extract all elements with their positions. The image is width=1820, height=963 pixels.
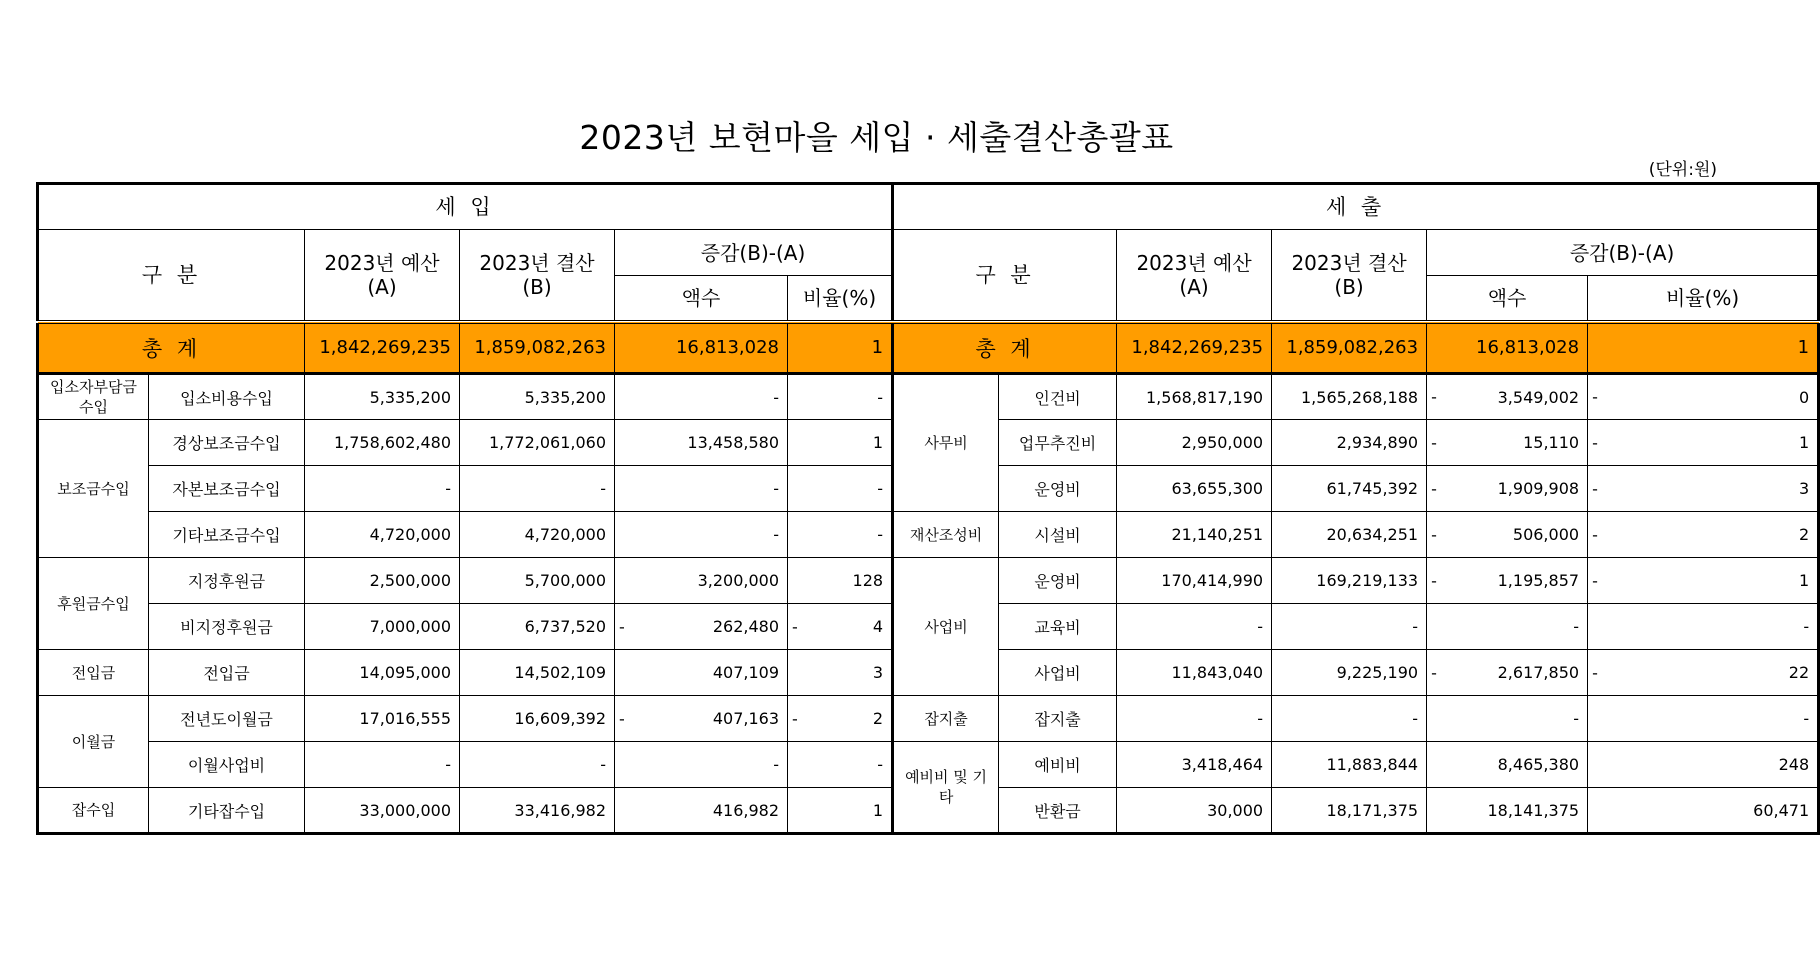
income-settlement-cell: 16,609,392 [460,696,615,742]
income-budget-cell: 17,016,555 [305,696,460,742]
income-item-label: 기타보조금수입 [149,512,305,558]
expense-amount-cell [1427,466,1588,512]
negative-sign: - [1431,479,1437,498]
cell-value: 1 [1798,571,1810,590]
income-ratio-cell: 1 [788,788,893,834]
income-amount-header: 액수 [615,276,788,322]
expense-settlement-cell: 20,634,251 [1272,512,1427,558]
negative-sign: - [1431,525,1437,544]
income-ratio-header: 비율(%) [788,276,893,322]
cell-value: 262,480 [712,617,779,636]
expense-total-settlement: 1,859,082,263 [1272,322,1427,374]
negative-sign: - [792,617,798,636]
income-total-amount: 16,813,028 [615,322,788,374]
expense-amount-cell: 18,141,375 [1427,788,1588,834]
expense-amount-cell: 8,465,380 [1427,742,1588,788]
income-settlement-cell: 1,772,061,060 [460,420,615,466]
expense-budget-cell: - [1117,696,1272,742]
income-amount-cell: 416,982 [615,788,788,834]
expense-category-header: 구 분 [893,230,1117,322]
cell-value: 2 [872,709,884,728]
total-row [38,322,1819,374]
income-settlement-cell: 14,502,109 [460,650,615,696]
expense-settlement-cell: 61,745,392 [1272,466,1427,512]
cell-value: 2,617,850 [1497,663,1580,682]
expense-group-label: 잡지출 [893,696,999,742]
negative-sign: - [1592,387,1598,407]
negative-sign: - [1431,663,1437,682]
expense-item-label: 시설비 [999,512,1117,558]
expense-settlement-cell: - [1272,604,1427,650]
income-group-label: 이월금 [38,696,149,788]
income-ratio-cell: 1 [788,420,893,466]
negative-sign: - [792,709,798,728]
income-budget-cell: 14,095,000 [305,650,460,696]
income-item-label: 자본보조금수입 [149,466,305,512]
expense-group-label: 사무비 [893,374,999,512]
expense-amount-cell [1427,512,1588,558]
expense-item-label: 반환금 [999,788,1117,834]
expense-total-amount: 16,813,028 [1427,322,1588,374]
expense-group-label: 사업비 [893,558,999,696]
income-settlement-header: 2023년 결산 (B) [460,230,615,322]
negative-sign: - [1431,433,1437,452]
income-group-label: 전입금 [38,650,149,696]
income-item-label: 경상보조금수입 [149,420,305,466]
negative-sign: - [1592,479,1598,498]
income-ratio-cell: - [788,512,893,558]
expense-item-label: 운영비 [999,558,1117,604]
expense-settlement-header: 2023년 결산 (B) [1272,230,1427,322]
table-row [38,742,1819,788]
cell-value: 22 [1788,663,1810,682]
expense-amount-cell: - [1427,604,1588,650]
income-item-label: 이월사업비 [149,742,305,788]
income-ratio-cell [788,696,893,742]
negative-sign: - [1592,433,1598,452]
income-group-label: 보조금수입 [38,420,149,558]
expense-settlement-cell: 169,219,133 [1272,558,1427,604]
expense-total-ratio: 1 [1588,322,1819,374]
expense-total-label: 총 계 [893,322,1117,374]
income-item-label: 지정후원금 [149,558,305,604]
expense-ratio-cell [1588,512,1819,558]
expense-settlement-cell: - [1272,696,1427,742]
unit-label: (단위:원) [1648,160,1717,180]
table-row [38,512,1819,558]
table-row [38,374,1819,420]
page-title: 2023년 보현마을 세입 · 세출결산총괄표 [579,118,1174,157]
expense-amount-cell: - [1427,696,1588,742]
income-settlement-cell: - [460,742,615,788]
income-budget-cell: 33,000,000 [305,788,460,834]
income-item-label: 전년도이월금 [149,696,305,742]
income-amount-cell: 3,200,000 [615,558,788,604]
expense-budget-cell: - [1117,604,1272,650]
income-group-label: 후원금수입 [38,558,149,650]
income-amount-cell: - [615,512,788,558]
expense-ratio-cell: - [1588,604,1819,650]
cell-value: 407,163 [712,709,779,728]
income-category-header: 구 분 [38,230,305,322]
expense-diff-header: 증감(B)-(A) [1427,230,1819,276]
expense-budget-cell: 63,655,300 [1117,466,1272,512]
income-settlement-cell: 4,720,000 [460,512,615,558]
expense-ratio-cell: 248 [1588,742,1819,788]
income-budget-cell: 1,758,602,480 [305,420,460,466]
expense-ratio-cell [1588,374,1819,420]
expense-ratio-cell [1588,420,1819,466]
income-settlement-cell: 5,335,200 [460,374,615,420]
income-budget-cell: - [305,742,460,788]
income-diff-header: 증감(B)-(A) [615,230,893,276]
income-group-label: 잡수입 [38,788,149,834]
expense-item-label: 운영비 [999,466,1117,512]
income-amount-cell: 13,458,580 [615,420,788,466]
expense-amount-cell [1427,374,1588,420]
income-budget-cell: 7,000,000 [305,604,460,650]
income-total-label: 총 계 [38,322,305,374]
expense-group-label: 예비비 및 기타 [893,742,999,834]
expense-budget-cell: 1,568,817,190 [1117,374,1272,420]
income-total-ratio: 1 [788,322,893,374]
expense-item-label: 인건비 [999,374,1117,420]
income-ratio-cell: - [788,466,893,512]
expense-amount-cell [1427,650,1588,696]
income-item-label: 입소비용수입 [149,374,305,420]
income-settlement-cell: - [460,466,615,512]
table-row [38,696,1819,742]
cell-value: 2 [1798,525,1810,544]
expense-settlement-cell: 9,225,190 [1272,650,1427,696]
cell-value: 506,000 [1512,525,1580,544]
income-total-budget: 1,842,269,235 [305,322,460,374]
negative-sign: - [1431,571,1437,590]
negative-sign: - [1592,525,1598,544]
expense-group-label: 재산조성비 [893,512,999,558]
expense-item-label: 사업비 [999,650,1117,696]
income-settlement-cell: 5,700,000 [460,558,615,604]
income-header: 세 입 [38,184,893,230]
expense-ratio-header: 비율(%) [1588,276,1819,322]
income-item-label: 비지정후원금 [149,604,305,650]
income-budget-cell: 5,335,200 [305,374,460,420]
expense-amount-header: 액수 [1427,276,1588,322]
income-item-label: 기타잡수입 [149,788,305,834]
expense-budget-cell: 11,843,040 [1117,650,1272,696]
expense-settlement-cell: 1,565,268,188 [1272,374,1427,420]
income-settlement-cell: 6,737,520 [460,604,615,650]
expense-budget-cell: 21,140,251 [1117,512,1272,558]
cell-value: 4 [872,617,884,636]
expense-ratio-cell [1588,650,1819,696]
income-group-label: 입소자부담금수입 [38,374,149,420]
income-ratio-cell: 3 [788,650,893,696]
income-ratio-cell: 128 [788,558,893,604]
income-budget-cell: 2,500,000 [305,558,460,604]
cell-value: 1,909,908 [1497,479,1580,498]
expense-header: 세 출 [893,184,1819,230]
income-total-settlement: 1,859,082,263 [460,322,615,374]
income-amount-cell: - [615,374,788,420]
expense-budget-header: 2023년 예산 (A) [1117,230,1272,322]
income-amount-cell [615,696,788,742]
cell-value: 15,110 [1523,433,1580,452]
income-budget-cell: 4,720,000 [305,512,460,558]
expense-amount-cell [1427,558,1588,604]
income-ratio-cell: - [788,374,893,420]
expense-budget-cell: 170,414,990 [1117,558,1272,604]
income-amount-cell: 407,109 [615,650,788,696]
income-budget-header: 2023년 예산 (A) [305,230,460,322]
negative-sign: - [619,709,625,728]
expense-settlement-cell: 18,171,375 [1272,788,1427,834]
expense-ratio-cell [1588,466,1819,512]
negative-sign: - [1431,387,1437,407]
negative-sign: - [1592,663,1598,682]
expense-amount-cell [1427,420,1588,466]
expense-ratio-cell: 60,471 [1588,788,1819,834]
income-ratio-cell [788,604,893,650]
income-item-label: 전입금 [149,650,305,696]
cell-value: 1 [1798,433,1810,452]
expense-settlement-cell: 11,883,844 [1272,742,1427,788]
income-amount-cell [615,604,788,650]
income-settlement-cell: 33,416,982 [460,788,615,834]
expense-settlement-cell: 2,934,890 [1272,420,1427,466]
expense-item-label: 예비비 [999,742,1117,788]
expense-ratio-cell [1588,558,1819,604]
cell-value: 3 [1798,479,1810,498]
cell-value: 3,549,002 [1497,387,1580,407]
negative-sign: - [1592,571,1598,590]
expense-budget-cell: 2,950,000 [1117,420,1272,466]
cell-value: 0 [1798,387,1810,407]
negative-sign: - [619,617,625,636]
expense-budget-cell: 3,418,464 [1117,742,1272,788]
expense-budget-cell: 30,000 [1117,788,1272,834]
income-ratio-cell: - [788,742,893,788]
expense-item-label: 업무추진비 [999,420,1117,466]
settlement-summary-table [36,182,1820,835]
expense-item-label: 잡지출 [999,696,1117,742]
expense-ratio-cell: - [1588,696,1819,742]
cell-value: 1,195,857 [1497,571,1580,590]
income-amount-cell: - [615,466,788,512]
table-row [38,558,1819,604]
expense-item-label: 교육비 [999,604,1117,650]
expense-total-budget: 1,842,269,235 [1117,322,1272,374]
income-budget-cell: - [305,466,460,512]
income-amount-cell: - [615,742,788,788]
